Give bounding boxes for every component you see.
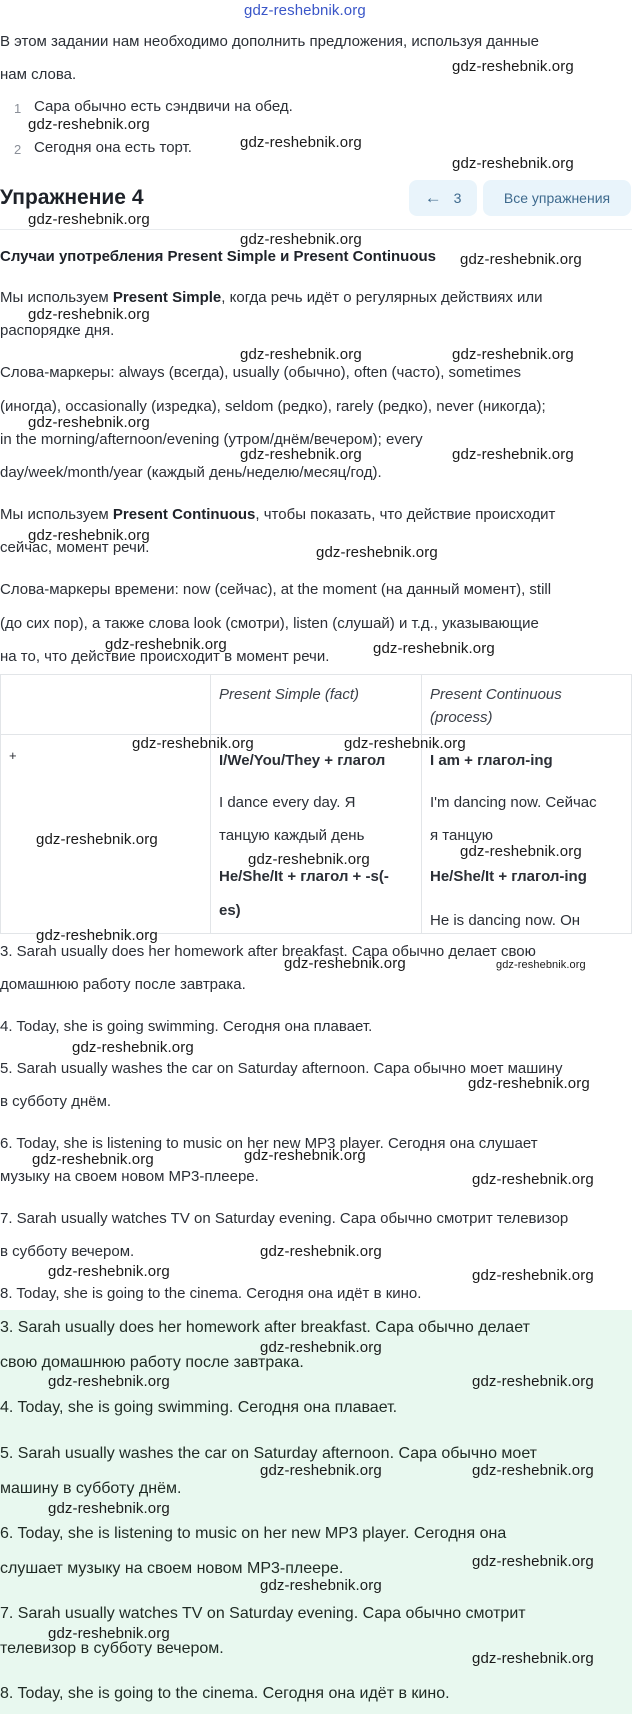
- watermark: gdz-reshebnik.org: [36, 831, 158, 848]
- present-continuous-line-2: сейчас, момент речи.: [0, 539, 150, 556]
- watermark: gdz-reshebnik.org: [468, 1075, 590, 1092]
- watermark: gdz-reshebnik.org: [472, 1650, 594, 1667]
- markers-line: day/week/month/year (каждый день/неделю/месяц/год).: [0, 464, 382, 481]
- watermark: gdz-reshebnik.org: [472, 1462, 594, 1479]
- all-exercises-label: Все упражнения: [503, 190, 611, 206]
- pc-post: , чтобы показать, что действие происходит: [255, 506, 556, 523]
- list-item-number: 2: [14, 142, 22, 157]
- prev-exercise-button[interactable]: [409, 180, 477, 216]
- simple-formula-1: I/We/You/They + глагол: [219, 752, 386, 769]
- present-simple-paragraph: [0, 289, 543, 306]
- sentence-line: в субботу вечером.: [0, 1243, 135, 1260]
- watermark: gdz-reshebnik.org: [132, 735, 254, 752]
- ps-post: , когда речь идёт о регулярных действиях или: [221, 289, 543, 306]
- simple-formula-2a: He/She/It + глагол + -s(-: [219, 868, 389, 885]
- theory-heading: Случаи употребления Present Simple и Present Continuous: [0, 248, 436, 265]
- answer-line: машину в субботу днём.: [0, 1480, 182, 1497]
- watermark: gdz-reshebnik.org: [452, 446, 574, 463]
- watermark: gdz-reshebnik.org: [472, 1373, 594, 1390]
- watermark: gdz-reshebnik.org: [248, 851, 370, 868]
- watermark: gdz-reshebnik.org: [28, 116, 150, 133]
- answer-line: слушает музыку на своем новом MP3-плеере.: [0, 1560, 344, 1577]
- watermark: gdz-reshebnik.org: [452, 155, 574, 172]
- watermark: gdz-reshebnik.org: [316, 544, 438, 561]
- watermark: gdz-reshebnik.org: [240, 446, 362, 463]
- all-exercises-button[interactable]: [483, 180, 631, 216]
- watermark: gdz-reshebnik.org: [48, 1373, 170, 1390]
- simple-example-1a: I dance every day. Я: [219, 794, 356, 811]
- watermark: gdz-reshebnik.org: [244, 1147, 366, 1164]
- watermark: gdz-reshebnik.org: [260, 1577, 382, 1594]
- table-header-cell: [0, 674, 211, 735]
- cont-example-2: He is dancing now. Он: [430, 912, 581, 929]
- watermark: gdz-reshebnik.org: [460, 843, 582, 860]
- sentence-line: музыку на своем новом MP3-плеере.: [0, 1168, 259, 1185]
- prev-exercise-label: 3: [453, 190, 462, 206]
- ps-term: Present Simple: [112, 289, 222, 306]
- watermark: gdz-reshebnik.org: [460, 251, 582, 268]
- present-continuous-paragraph: [0, 506, 555, 523]
- answer-line: свою домашнюю работу после завтрака.: [0, 1354, 304, 1371]
- watermark: gdz-reshebnik.org: [32, 1151, 154, 1168]
- answer-line: 7. Sarah usually watches TV on Saturday evening. Сара обычно смотрит: [0, 1605, 526, 1622]
- watermark: gdz-reshebnik.org: [452, 346, 574, 363]
- watermark: gdz-reshebnik.org: [472, 1171, 594, 1188]
- simple-example-1b: танцую каждый день: [219, 827, 365, 844]
- arrow-left-icon: ←: [424, 188, 442, 207]
- markers-line: Слова-маркеры: always (всегда), usually (обычно), often (часто), sometimes: [0, 364, 522, 381]
- answer-line: телевизор в субботу вечером.: [0, 1640, 224, 1657]
- answer-line: 5. Sarah usually washes the car on Saturday afternoon. Сара обычно моет: [0, 1445, 538, 1462]
- answer-line: 4. Today, she is going swimming. Сегодня она плавает.: [0, 1399, 398, 1416]
- answer-line: 8. Today, she is going to the cinema. Сегодня она идёт в кино.: [0, 1685, 450, 1702]
- simple-formula-2b: es): [219, 902, 241, 919]
- watermark: gdz-reshebnik.org: [48, 1263, 170, 1280]
- cont-example-1b: я танцую: [430, 827, 493, 844]
- watermark: gdz-reshebnik.org: [105, 636, 227, 653]
- pc-pre: Мы используем: [0, 506, 113, 523]
- markers2-line: на то, что действие происходит в момент речи.: [0, 648, 330, 665]
- markers-line: (иногда), occasionally (изредка), seldom (редко), rarely (редко), never (никогда);: [0, 398, 546, 415]
- sentence-line: в субботу днём.: [0, 1093, 112, 1110]
- watermark: gdz-reshebnik.org: [260, 1462, 382, 1479]
- markers2-line: (до сих пор), а также слова look (смотри), listen (слушай) и т.д., указывающие: [0, 615, 539, 632]
- watermark: gdz-reshebnik.org: [373, 640, 495, 657]
- watermark: gdz-reshebnik.org: [472, 1553, 594, 1570]
- cont-formula-1: I am + глагол-ing: [430, 752, 553, 769]
- present-simple-line-2: распорядке дня.: [0, 322, 115, 339]
- watermark: gdz-reshebnik.org: [260, 1243, 382, 1260]
- list-item: Сара обычно есть сэндвичи на обед.: [34, 98, 293, 115]
- exercise-title: Упражнение 4: [0, 186, 144, 209]
- list-item-number: 1: [14, 101, 22, 116]
- intro-line-2: нам слова.: [0, 66, 77, 83]
- table-header-cell: [210, 674, 422, 735]
- cont-formula-2: He/She/It + глагол-ing: [430, 868, 587, 885]
- sentence-line: домашнюю работу после завтрака.: [0, 976, 246, 993]
- pc-term: Present Continuous: [112, 506, 256, 523]
- answer-line: 6. Today, she is listening to music on her new MP3 player. Сегодня она: [0, 1525, 507, 1542]
- watermark: gdz-reshebnik.org: [240, 231, 362, 248]
- site-watermark-top: gdz-reshebnik.org: [244, 2, 366, 19]
- watermark: gdz-reshebnik.org: [260, 1339, 382, 1356]
- sentence-line: 6. Today, she is listening to music on her new MP3 player. Сегодня она слушает: [0, 1135, 538, 1152]
- cont-example-1a: I'm dancing now. Сейчас: [430, 794, 597, 811]
- sentence-line: 8. Today, she is going to the cinema. Сегодня она идёт в кино.: [0, 1285, 422, 1302]
- watermark: gdz-reshebnik.org: [344, 735, 466, 752]
- watermark: gdz-reshebnik.org: [72, 1039, 194, 1056]
- watermark: gdz-reshebnik.org: [496, 959, 586, 971]
- ps-pre: Мы используем: [0, 289, 113, 306]
- watermark: gdz-reshebnik.org: [240, 134, 362, 151]
- watermark: gdz-reshebnik.org: [284, 955, 406, 972]
- watermark: gdz-reshebnik.org: [36, 927, 158, 944]
- watermark: gdz-reshebnik.org: [452, 58, 574, 75]
- list-item: Сегодня она есть торт.: [34, 139, 192, 156]
- watermark: gdz-reshebnik.org: [28, 414, 150, 431]
- watermark: gdz-reshebnik.org: [48, 1625, 170, 1642]
- col-present-simple: Present Simple (fact): [219, 686, 360, 703]
- watermark: gdz-reshebnik.org: [28, 306, 150, 323]
- watermark: gdz-reshebnik.org: [28, 211, 150, 228]
- watermark: gdz-reshebnik.org: [48, 1500, 170, 1517]
- sentence-line: 3. Sarah usually does her homework after breakfast. Сара обычно делает свою: [0, 943, 536, 960]
- sentence-line: 5. Sarah usually washes the car on Saturday afternoon. Сара обычно моет машину: [0, 1060, 563, 1077]
- markers2-line: Слова-маркеры времени: now (сейчас), at the moment (на данный момент), still: [0, 581, 552, 598]
- row-sign: +: [9, 748, 17, 763]
- watermark: gdz-reshebnik.org: [472, 1267, 594, 1284]
- col-present-continuous-sub: (process): [430, 709, 493, 726]
- markers-line: in the morning/afternoon/evening (утром/днём/вечером); every: [0, 431, 423, 448]
- watermark: gdz-reshebnik.org: [28, 527, 150, 544]
- watermark: gdz-reshebnik.org: [240, 346, 362, 363]
- answer-line: 3. Sarah usually does her homework after breakfast. Сара обычно делает: [0, 1319, 530, 1336]
- sentence-line: 4. Today, she is going swimming. Сегодня она плавает.: [0, 1018, 373, 1035]
- col-present-continuous: Present Continuous: [430, 686, 562, 703]
- sentence-line: 7. Sarah usually watches TV on Saturday evening. Сара обычно смотрит телевизор: [0, 1210, 569, 1227]
- intro-line-1: В этом задании нам необходимо дополнить предложения, используя данные: [0, 33, 540, 50]
- header-divider: [0, 229, 632, 230]
